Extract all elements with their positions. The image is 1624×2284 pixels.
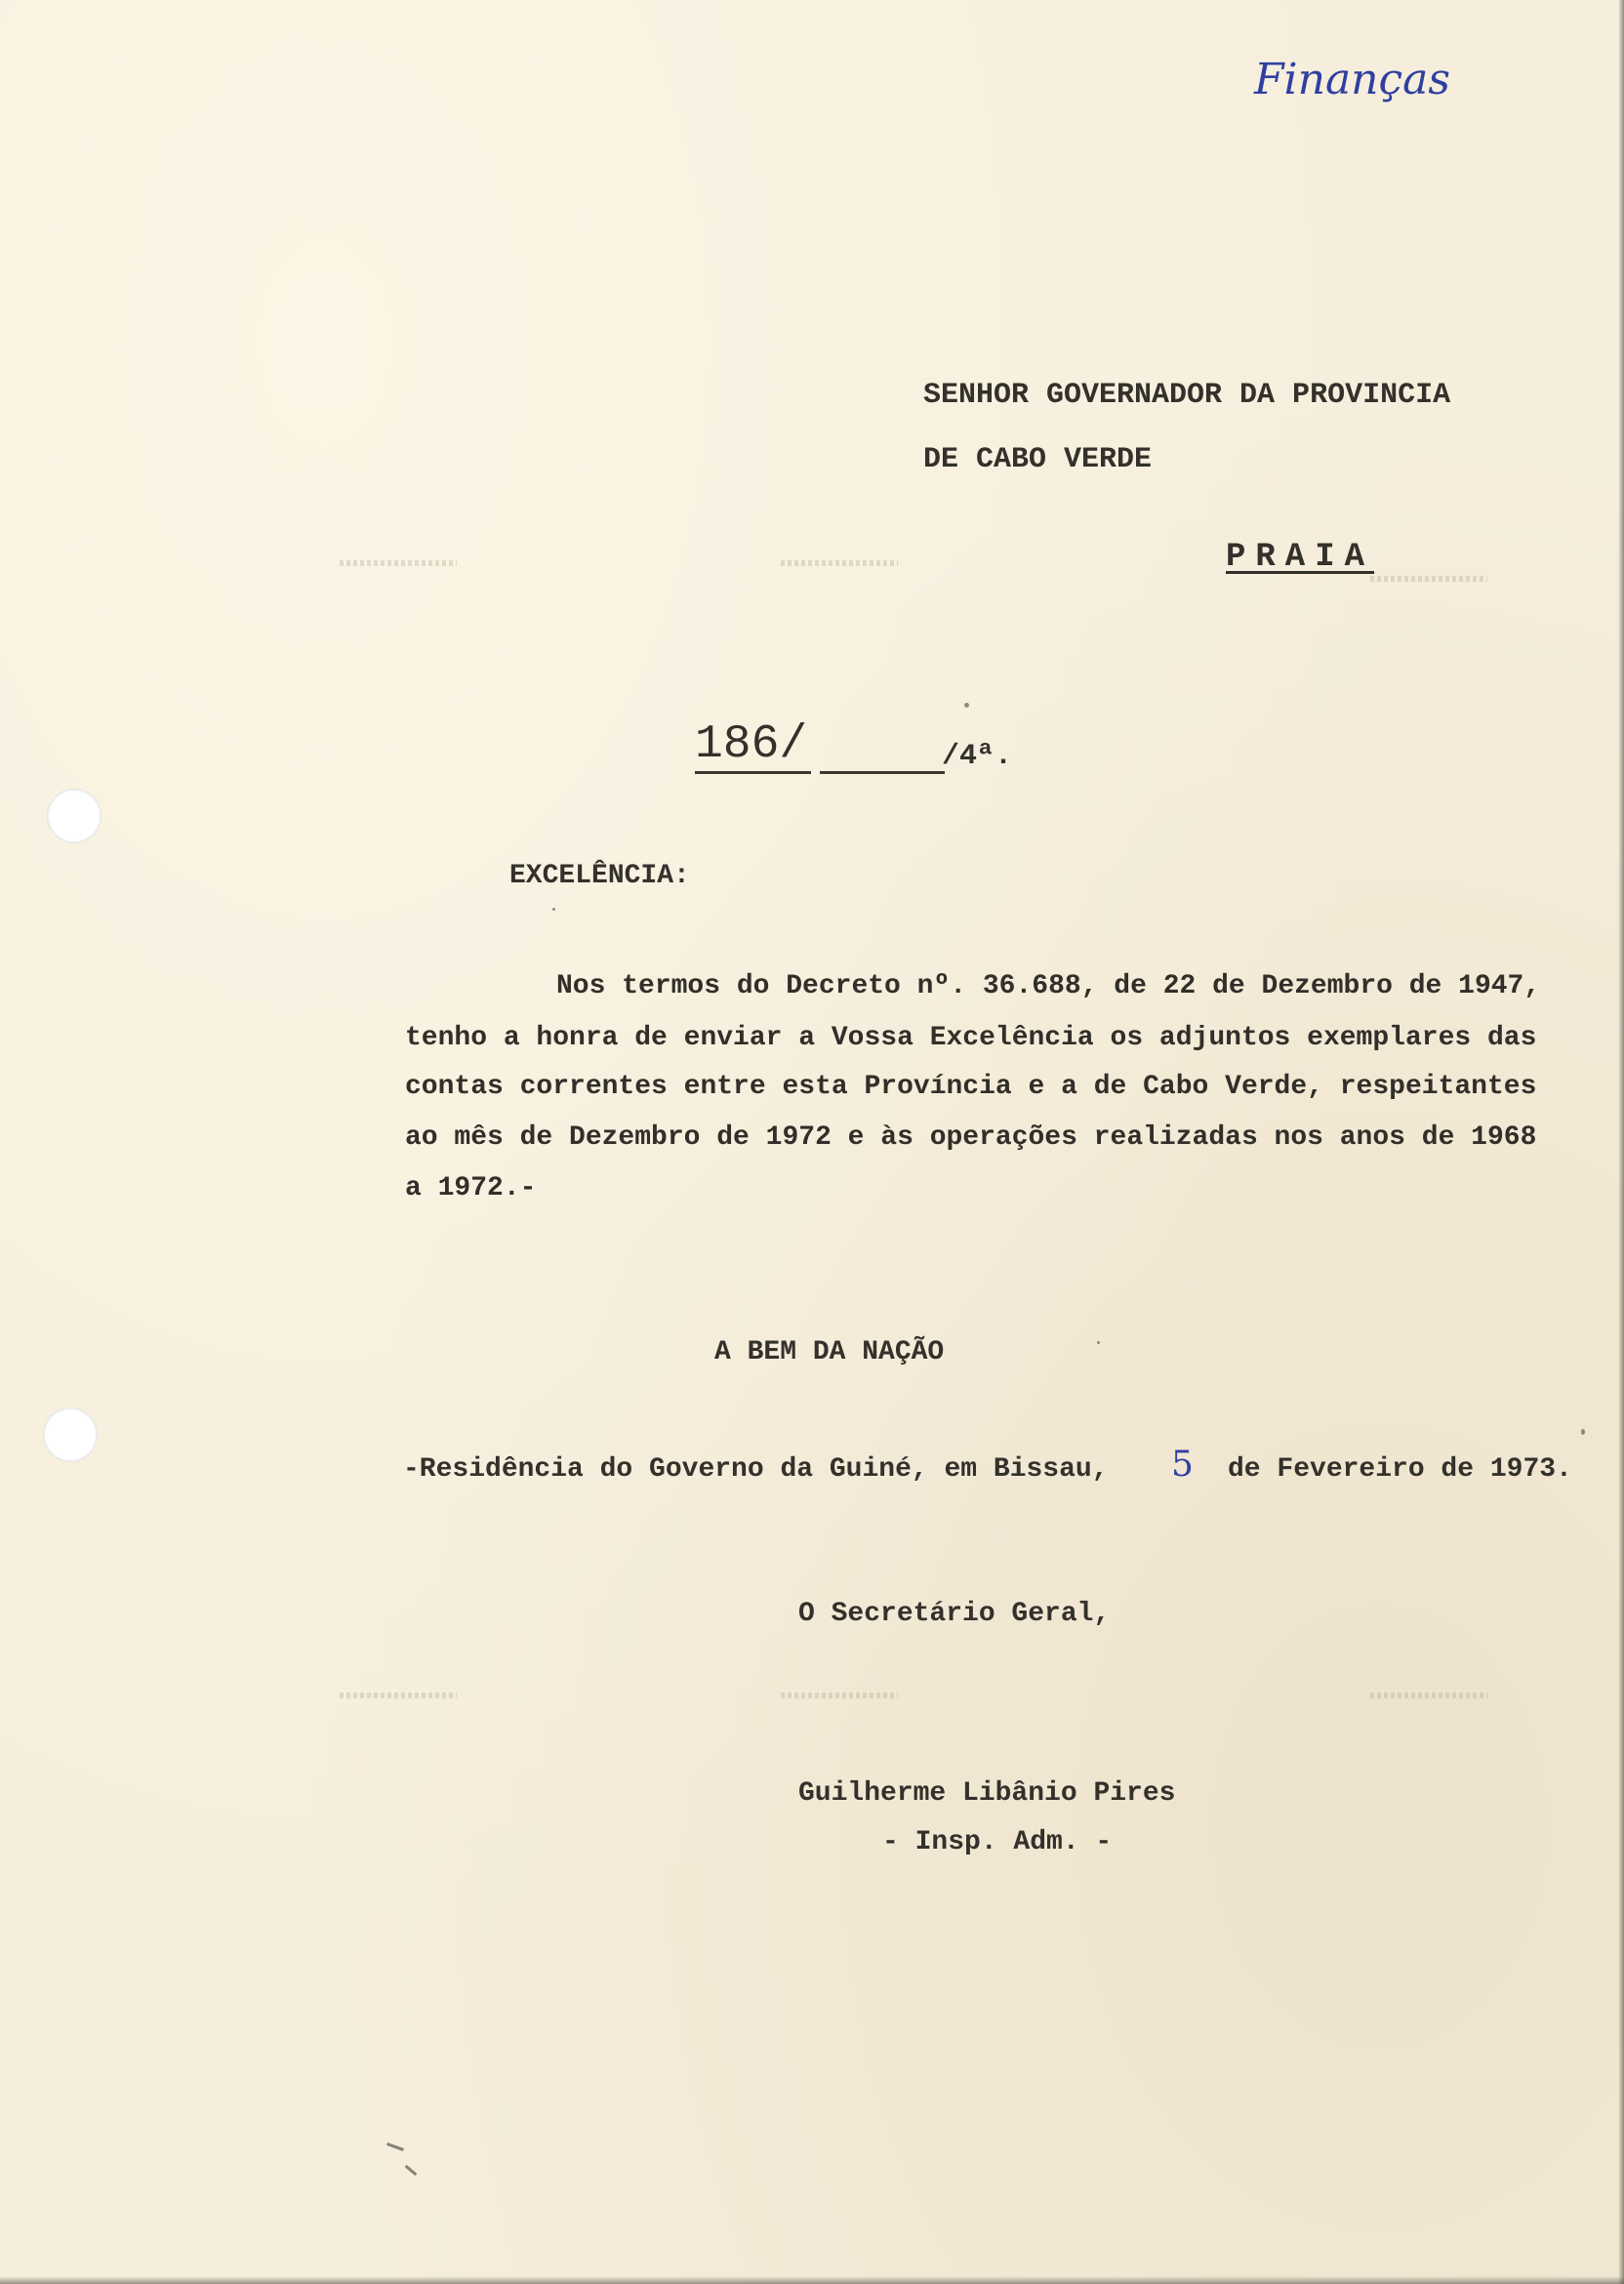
paper-scratch: [386, 2142, 404, 2151]
paper-speck: [1097, 1341, 1100, 1344]
signature-title: O Secretário Geral,: [798, 1599, 1111, 1629]
ghost-mark: [781, 560, 898, 566]
ghost-mark: [340, 1693, 457, 1698]
addressee-city: PRAIA: [1226, 539, 1375, 576]
ghost-mark: [1370, 1693, 1487, 1698]
reference-suffix: /4ª.: [942, 740, 1013, 773]
paper-speck: [964, 703, 969, 708]
body-line-1: Nos termos do Decreto nº. 36.688, de 22 de Dezembro de 1947,: [556, 971, 1541, 1001]
place-date-suffix: de Fevereiro de 1973.: [1228, 1454, 1572, 1485]
addressee-line-2: DE CABO VERDE: [923, 443, 1153, 476]
body-line-4: ao mês de Dezembro de 1972 e às operações realizadas nos anos de 1968: [405, 1122, 1537, 1153]
reference-number: 186/: [695, 718, 811, 774]
paper-scratch: [405, 2165, 418, 2176]
place-date-prefix: -Residência do Governo da Guiné, em Bissau,: [403, 1454, 1109, 1485]
ghost-mark: [340, 560, 457, 566]
signature-name: Guilherme Libânio Pires: [798, 1778, 1176, 1809]
paper-edge-right: [1618, 0, 1624, 2284]
addressee-line-1: SENHOR GOVERNADOR DA PROVINCIA: [923, 379, 1451, 412]
body-line-3: contas correntes entre esta Província e a de Cabo Verde, respeitantes: [405, 1072, 1537, 1102]
body-line-5: a 1972.-: [405, 1173, 537, 1203]
handwritten-annotation-financas: Finanças: [1254, 55, 1450, 104]
signature-role: - Insp. Adm. -: [882, 1827, 1113, 1857]
punch-hole-top: [47, 789, 102, 843]
ghost-mark: [1370, 576, 1487, 582]
salutation: EXCELÊNCIA:: [509, 861, 690, 891]
ghost-mark: [781, 1693, 898, 1698]
handwritten-date-day: 5: [1171, 1445, 1194, 1485]
punch-hole-bottom: [43, 1407, 98, 1462]
reference-blank-line: [820, 771, 945, 774]
paper-speck: [1581, 1429, 1585, 1435]
closing-formula: A BEM DA NAÇÃO: [714, 1337, 945, 1367]
paper-edge-bottom: [0, 2276, 1624, 2284]
paper-speck: [552, 908, 555, 911]
body-line-2: tenho a honra de enviar a Vossa Excelência os adjuntos exemplares das: [405, 1023, 1537, 1053]
